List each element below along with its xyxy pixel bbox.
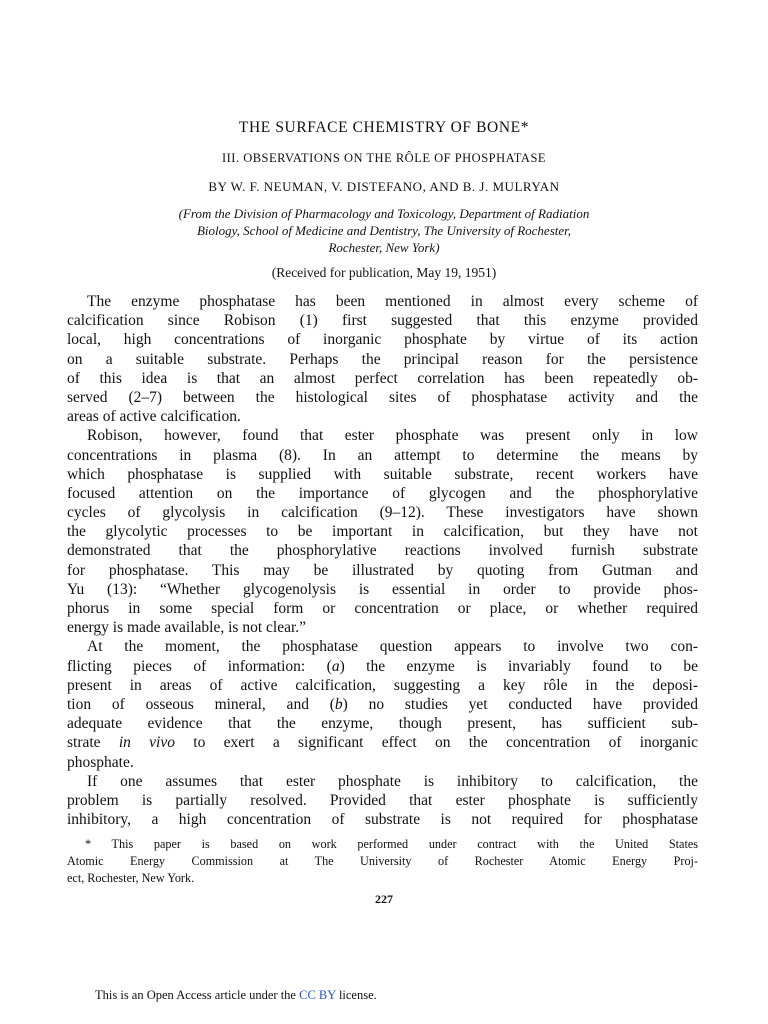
text-line: The enzyme phosphatase has been mentioned in almost every scheme of	[87, 293, 698, 310]
text-line	[67, 657, 698, 676]
italic-letter: a	[331, 657, 340, 675]
cc-by-link[interactable]: CC BY	[299, 988, 336, 1002]
text-line: problem is partially resolved. Provided that ester phosphate is sufficiently	[67, 791, 698, 809]
text-line: inhibitory, a high concentration of substrate is not required for phosphatase	[67, 811, 698, 829]
article-subtitle: III. OBSERVATIONS ON THE RÔLE OF PHOSPHATASE	[221, 151, 547, 165]
article-title: THE SURFACE CHEMISTRY OF BONE*	[238, 119, 530, 136]
italic-letter: b	[334, 695, 343, 713]
text-line: phosphate.	[67, 753, 134, 771]
text-segment: tion of osseous mineral, and (	[67, 695, 335, 713]
text-line: present in areas of active calcification, suggesting a key rôle in the deposi-	[67, 676, 698, 694]
text-line: local, high concentrations of inorganic phosphate by virtue of its action	[67, 331, 698, 349]
article-authors: BY W. F. NEUMAN, V. DISTEFANO, AND B. J. MULRYAN	[208, 179, 560, 194]
text-line: areas of active calcification.	[67, 408, 241, 426]
body-text	[67, 292, 698, 829]
open-access-notice	[95, 988, 377, 1003]
text-line: cycles of glycolysis in calcification (9–12). These investigators have shown	[67, 504, 698, 522]
page-number: 227	[375, 892, 393, 906]
text-line: phorus in some special form or concentration or place, or whether required	[67, 600, 698, 617]
text-segment: ) no studies yet conducted have provided	[342, 695, 698, 713]
affiliation	[90, 205, 678, 256]
text-line: Robison, however, found that ester phosphate was present only in low	[87, 427, 698, 445]
text-line: At the moment, the phosphatase question appears to involve two con-	[87, 638, 698, 656]
text-line: energy is made available, is not clear.”	[67, 619, 307, 637]
open-access-text: This is an Open Access article under the	[95, 988, 296, 1002]
text-line: served (2–7) between the histological sites of phosphatase activity and the	[67, 388, 698, 406]
affiliation-line: Biology, School of Medicine and Dentistry, The University of Rochester,	[196, 223, 572, 238]
text-segment: to exert a significant effect on the concentration of inorganic	[175, 734, 699, 752]
text-line: for phosphatase. This may be illustrated by quoting from Gutman and	[67, 561, 698, 579]
footnote-line: ect, Rochester, New York.	[67, 871, 195, 885]
footnote	[67, 836, 698, 887]
text-segment: flicting pieces of information: (	[67, 657, 332, 675]
text-line: If one assumes that ester phosphate is inhibitory to calcification, the	[87, 772, 698, 790]
affiliation-line: (From the Division of Pharmacology and Toxicology, Department of Radiation	[178, 206, 590, 221]
text-line: of this idea is that an almost perfect correlation has been repeatedly ob-	[67, 369, 698, 387]
affiliation-line: Rochester, New York)	[328, 240, 440, 255]
text-line: concentrations in plasma (8). In an attempt to determine the means by	[67, 446, 698, 464]
text-line: on a suitable substrate. Perhaps the principal reason for the persistence	[67, 350, 698, 368]
text-line: focused attention on the importance of glycogen and the phosphorylative	[67, 484, 698, 502]
text-line: the glycolytic processes to be important in calcification, but they have not	[67, 523, 698, 541]
footnote-line: * This paper is based on work performed under contract with the United States	[85, 837, 698, 851]
open-access-suffix: license.	[338, 988, 377, 1002]
text-line	[67, 733, 698, 752]
italic-phrase: in vivo	[118, 734, 175, 752]
footnote-line: Atomic Energy Commission at The University of Rochester Atomic Energy Proj-	[67, 854, 698, 868]
text-line: Yu (13): “Whether glycogenolysis is essential in order to provide phos-	[67, 580, 698, 598]
text-segment: ) the enzyme is invariably found to be	[339, 657, 698, 675]
text-segment: strate	[67, 734, 119, 752]
text-line: calcification since Robison (1) first suggested that this enzyme provided	[67, 312, 698, 330]
text-line: adequate evidence that the enzyme, though present, has sufficient sub-	[67, 715, 698, 733]
text-line	[67, 695, 698, 714]
received-date: (Received for publication, May 19, 1951)	[271, 265, 497, 280]
text-line: demonstrated that the phosphorylative reactions involved furnish substrate	[67, 542, 698, 560]
text-line: which phosphatase is supplied with suitable substrate, recent workers have	[67, 465, 698, 483]
